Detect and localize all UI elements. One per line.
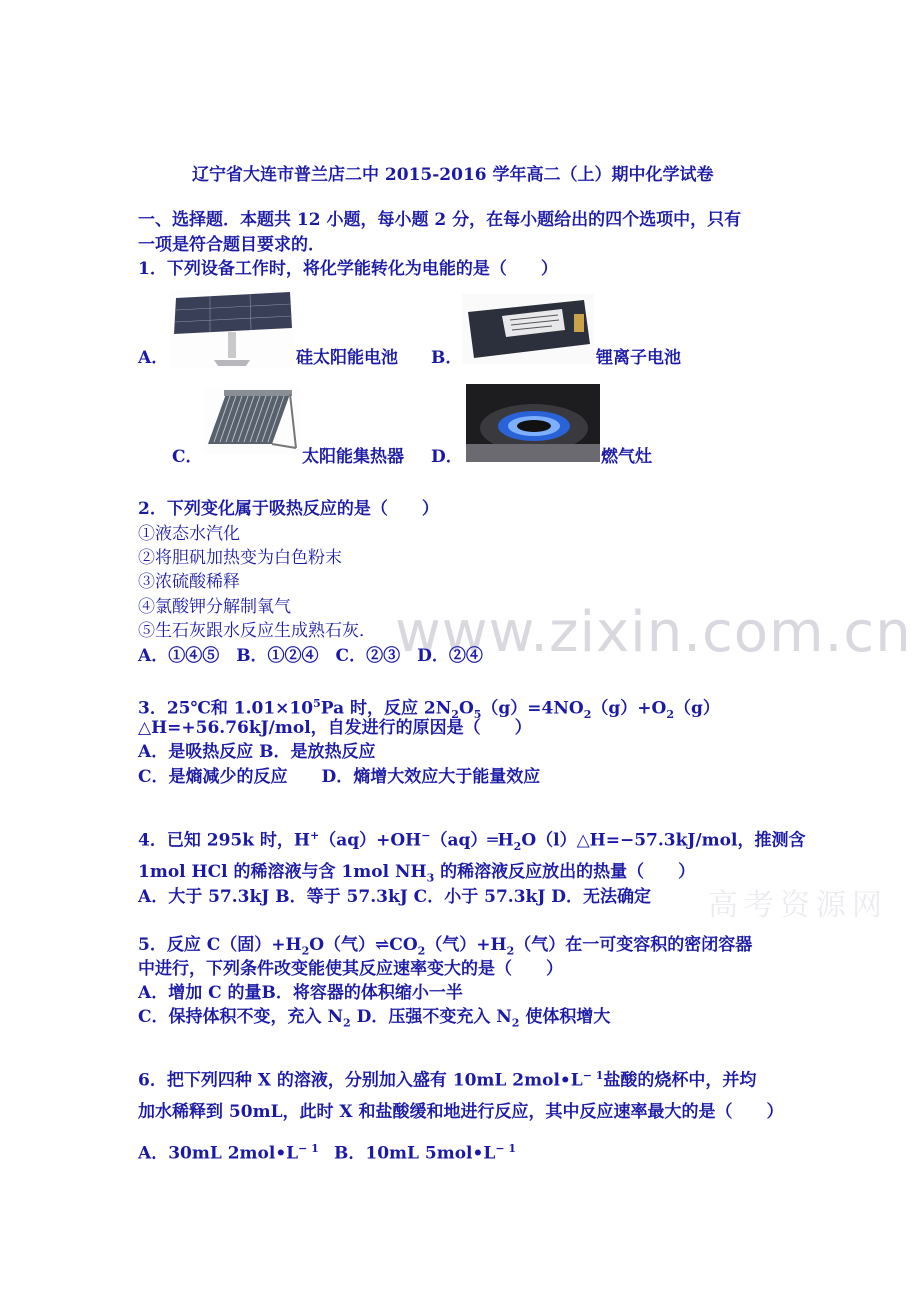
q2-stem: 2．下列变化属于吸热反应的是（ ） — [138, 499, 439, 519]
q6-stem: 6．把下列四种 X 的溶液，分别加入盛有 10mL $2mol•L^{- 1}$盐酸的烧杯中，并均 — [138, 1069, 757, 1091]
section-instruction-line1: 一、选择题．本题共 12 小题，每小题 2 分，在每小题给出的四个选项中，只有 — [138, 210, 742, 230]
q5-stem-line2: 中进行，下列条件改变能使其反应速率变大的是（ ） — [138, 959, 563, 979]
q2-item-4: ④氯酸钾分解制氧气 — [138, 597, 291, 617]
solar-panel-image — [170, 290, 295, 368]
q2-item-2: ②将胆矾加热变为白色粉末 — [138, 548, 342, 568]
q2-item-3: ③浓硫酸稀释 — [138, 572, 240, 592]
q4-stem-line2: 1mol HCl 的稀溶液与含 1mol $NH_3$ 的稀溶液反应放出的热量（ ） — [138, 862, 696, 885]
q6-option-b: B．10mL $5mol•L^{- 1}$ — [334, 1142, 517, 1164]
q2-item-1: ①液态水汽化 — [138, 524, 240, 544]
gas-stove-image — [466, 384, 600, 462]
q1-option-b-label: 锂离子电池 — [596, 348, 681, 368]
q1-option-d-letter: D． — [431, 447, 463, 467]
q5-stem: 5．反应 C（固）$+H_2O$（气）$\rightleftharpoons CO_2$（气）$+H_2$（气）在一可变容积的密闭容器 — [138, 935, 753, 958]
q1-option-b-letter: B． — [431, 348, 463, 368]
battery-image — [462, 294, 594, 364]
q1-option-c-label: 太阳能集热器 — [302, 447, 404, 467]
q3-stem-line2: △H=+56.76kJ/mol，自发进行的原因是（ ） — [138, 718, 532, 738]
q4-stem: 4．已知 295k 时，$H^+(aq)+OH^-(aq)═H_2O(l)\triangle H=-57.3kJ$/mol，推测含 — [138, 829, 806, 854]
q5-options-cd: C．保持体积不变，充入 $N_2$ D．压强不变充入 $N_2$ 使体积增大 — [138, 1007, 611, 1030]
q3-options-cd: C．是熵减少的反应 D．熵增大效应大于能量效应 — [138, 767, 541, 787]
solar-collector-image — [204, 388, 300, 454]
section-instruction-line2: 一项是符合题目要求的． — [138, 235, 325, 255]
q1-option-c-letter: C． — [172, 447, 203, 467]
q6-stem-line2: 加水稀释到 50mL，此时 X 和盐酸缓和地进行反应，其中反应速率最大的是（ ） — [138, 1102, 784, 1122]
q1-option-a-label: 硅太阳能电池 — [296, 348, 398, 368]
q3-stem: 3．25℃和 $1.01\times 10^5Pa$ 时，反应 $2N_2O_5(g)=4NO_2(g)+O_2(g)$ — [138, 697, 720, 722]
q4-options: A．大于 57.3kJ B．等于 57.3kJ C．小于 57.3kJ D．无法确定 — [138, 887, 652, 907]
q5-options-ab: A．增加 C 的量B．将容器的体积缩小一半 — [138, 983, 463, 1003]
q1-stem: 1．下列设备工作时，将化学能转化为电能的是（ ） — [138, 259, 558, 279]
q3-options-ab: A．是吸热反应 B．是放热反应 — [138, 742, 376, 762]
page-title: 辽宁省大连市普兰店二中 2015-2016 学年高二（上）期中化学试卷 — [192, 165, 714, 185]
faint-watermark: 高考资源网 — [708, 888, 888, 923]
q1-option-a-letter: A． — [138, 348, 169, 368]
q2-options: A．①④⑤ B．①②④ C．②③ D．②④ — [138, 646, 483, 666]
q6-option-a: A．30mL $2mol•L^{- 1}$ — [138, 1142, 319, 1164]
q1-option-d-label: 燃气灶 — [601, 447, 652, 467]
q2-item-5: ⑤生石灰跟水反应生成熟石灰． — [138, 621, 376, 641]
watermark: www.zixin.com.cn — [395, 600, 912, 665]
